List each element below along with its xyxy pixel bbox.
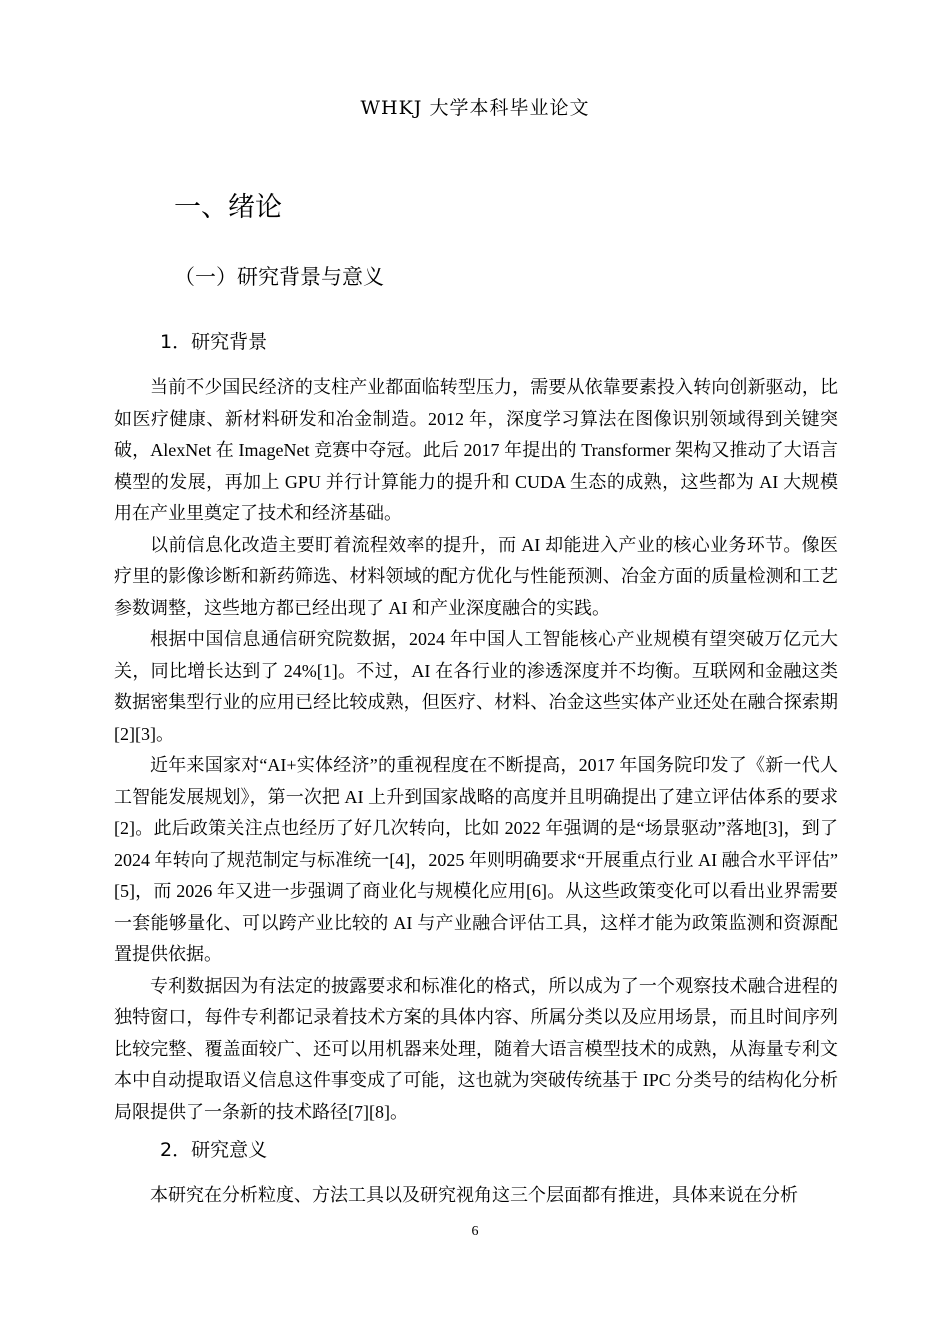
significance-body [114, 1180, 838, 1212]
page-number: 6 [471, 1224, 479, 1239]
paragraph: 近年来国家对“AI+实体经济”的重视程度在不断提高，2017 年国务院印发了《新一代人工智能发展规划》，第一次把 AI 上升到国家战略的高度并且明确提出了建立评估体系的要求[2]。此后政策关注点也经历了好几次转向，比如 2022 年强调的是“场景驱动”落地[3]，到了 2024 年转向了规范制定与标准统一[4]，2025 年则明确要求“开展重点行业 AI 融合水平评估” [5]，而 2026 年又进一步强调了商业化与规模化应用[6]。从这些政策变化可以看出业界需要一套能够量化、可以跨产业比较的 AI 与产业融合评估工具，这样才能为政策监测和资源配置提供依据。 [114, 755, 838, 964]
paragraph: 本研究在分析粒度、方法工具以及研究视角这三个层面都有推进，具体来说在分析 [150, 1185, 798, 1205]
chapter-heading: 一、绪论 [174, 192, 282, 223]
paragraph: 根据中国信息通信研究院数据，2024 年中国人工智能核心产业规模有望突破万亿元大关，同比增长达到了 24%[1]。不过，AI 在各行业的渗透深度并不均衡。互联网和金融这类数据密集型行业的应用已经比较成熟，但医疗、材料、冶金这些实体产业还处在融合探索期[2][3]。 [114, 629, 838, 744]
subsection-heading-significance: 2．研究意义 [160, 1139, 268, 1161]
paragraph: 以前信息化改造主要盯着流程效率的提升，而 AI 却能进入产业的核心业务环节。像医疗里的影像诊断和新药筛选、材料领域的配方优化与性能预测、冶金方面的质量检测和工艺参数调整，这些地方都已经出现了 AI 和产业深度融合的实践。 [114, 534, 838, 618]
background-body [114, 372, 838, 1128]
paragraph: 专利数据因为有法定的披露要求和标准化的格式，所以成为了一个观察技术融合进程的独特窗口，每件专利都记录着技术方案的具体内容、所属分类以及应用场景，而且时间序列比较完整、覆盖面较广、还可以用机器来处理，随着大语言模型技术的成熟，从海量专利文本中自动提取语义信息这件事变成了可能，这也就为突破传统基于 IPC 分类号的结构化分析局限提供了一条新的技术路径[7][8]。 [114, 975, 838, 1122]
section-heading: （一）研究背景与意义 [174, 265, 384, 289]
subsection-heading-background: 1．研究背景 [160, 331, 268, 353]
paragraph: 当前不少国民经济的支柱产业都面临转型压力，需要从依靠要素投入转向创新驱动，比如医疗健康、新材料研发和冶金制造。2012 年，深度学习算法在图像识别领域得到关键突破，AlexNet 在 ImageNet 竞赛中夺冠。此后 2017 年提出的 Transformer 架构又推动了大语言模型的发展，再加上 GPU 并行计算能力的提升和 CUDA 生态的成熟，这些都为 AI 大规模用在产业里奠定了技术和经济基础。 [114, 377, 838, 523]
running-header: WHKJ 大学本科毕业论文 [360, 97, 590, 119]
